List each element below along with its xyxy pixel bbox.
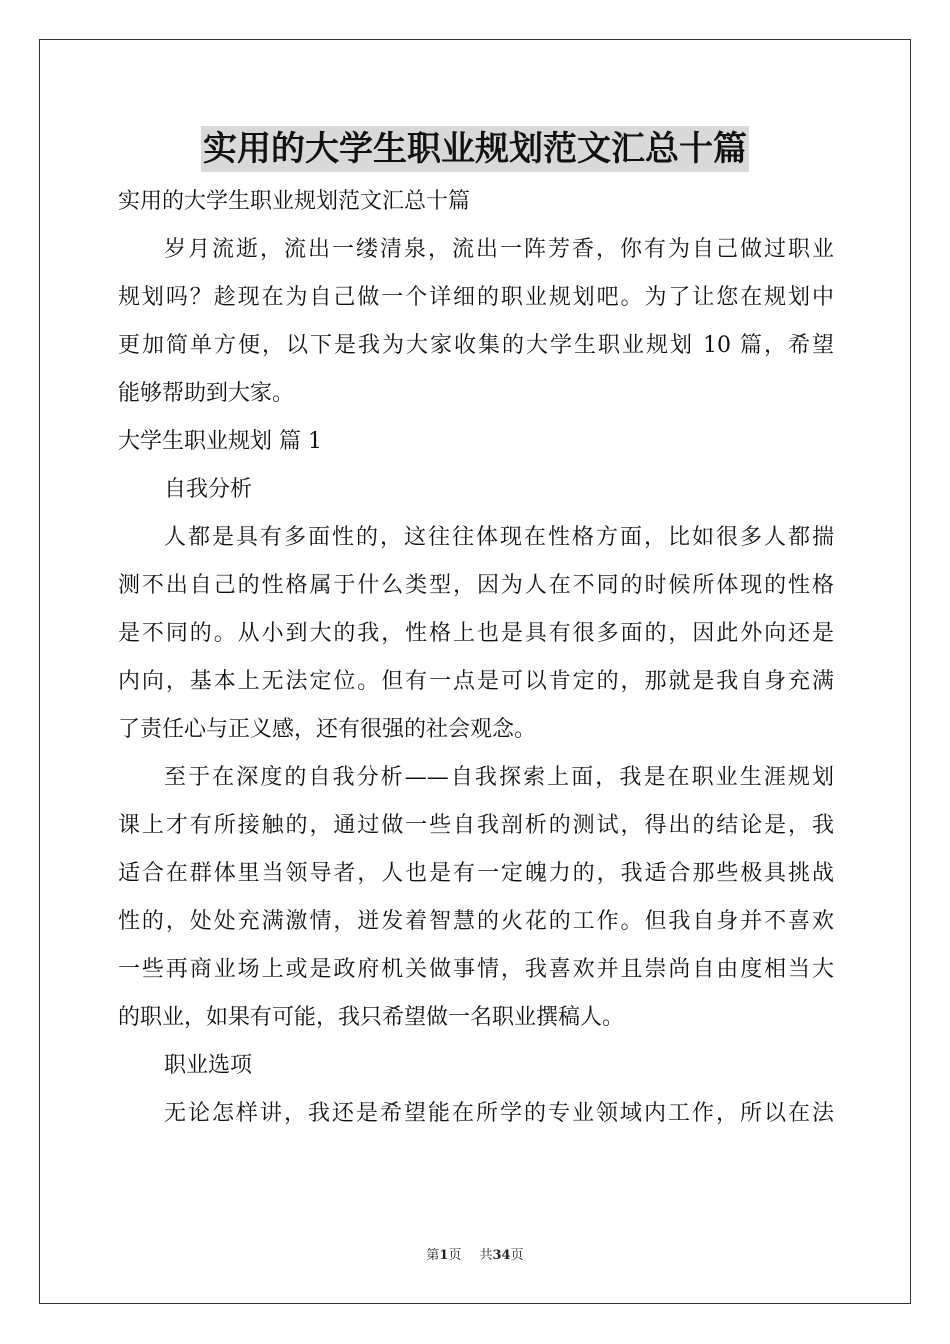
title-container [0,126,950,172]
text-line: 了责任心与正义感，还有很强的社会观念。 [118,717,537,742]
text-line: 内向，基本上无法定位。但有一点是可以肯定的，那就是我自身充满 [118,669,834,694]
text-line: 测不出自己的性格属于什么类型，因为人在不同的时候所体现的性格 [118,573,834,598]
text-line: 性的，处处充满激情，迸发着智慧的火花的工作。但我自身并不喜欢 [118,909,834,934]
text-line: 大学生职业规划 篇 1 [118,429,322,454]
page-total: 34 [492,1248,511,1263]
text-line: 至于在深度的自我分析——自我探索上面，我是在职业生涯规划 [164,765,834,790]
text-line: 实用的大学生职业规划范文汇总十篇 [118,189,471,214]
text-line: 一些再商业场上或是政府机关做事情，我喜欢并且崇尚自由度相当大 [118,957,834,982]
document-title: 实用的大学生职业规划范文汇总十篇 [201,126,749,172]
page-footer [0,1246,950,1266]
text-line: 是不同的。从小到大的我，性格上也是具有很多面的，因此外向还是 [118,621,834,646]
text-line: 规划吗？趁现在为自己做一个详细的职业规划吧。为了让您在规划中 [118,285,834,310]
document-body [118,178,834,1138]
text-line: 更加简单方便，以下是我为大家收集的大学生职业规划 10 篇，希望 [118,333,834,358]
text-line: 岁月流逝，流出一缕清泉，流出一阵芳香，你有为自己做过职业 [164,237,834,262]
page-number-current: 1 [439,1248,449,1263]
page-number-suffix: 页 [448,1248,462,1263]
text-line: 无论怎样讲，我还是希望能在所学的专业领域内工作，所以在法 [164,1101,834,1126]
text-line: 人都是具有多面性的，这往往体现在性格方面，比如很多人都揣 [164,525,834,550]
text-line: 适合在群体里当领导者，人也是有一定魄力的，我适合那些极具挑战 [118,861,834,886]
text-line: 能够帮助到大家。 [118,381,295,406]
text-line: 的职业，如果有可能，我只希望做一名职业撰稿人。 [118,1005,625,1030]
page-number-prefix: 第 [426,1248,440,1263]
text-line: 课上才有所接触的，通过做一些自我剖析的测试，得出的结论是，我 [118,813,834,838]
page-total-prefix: 共 [479,1248,493,1263]
page-total-suffix: 页 [510,1248,524,1263]
text-line: 职业选项 [164,1053,253,1078]
text-line: 自我分析 [164,477,253,502]
